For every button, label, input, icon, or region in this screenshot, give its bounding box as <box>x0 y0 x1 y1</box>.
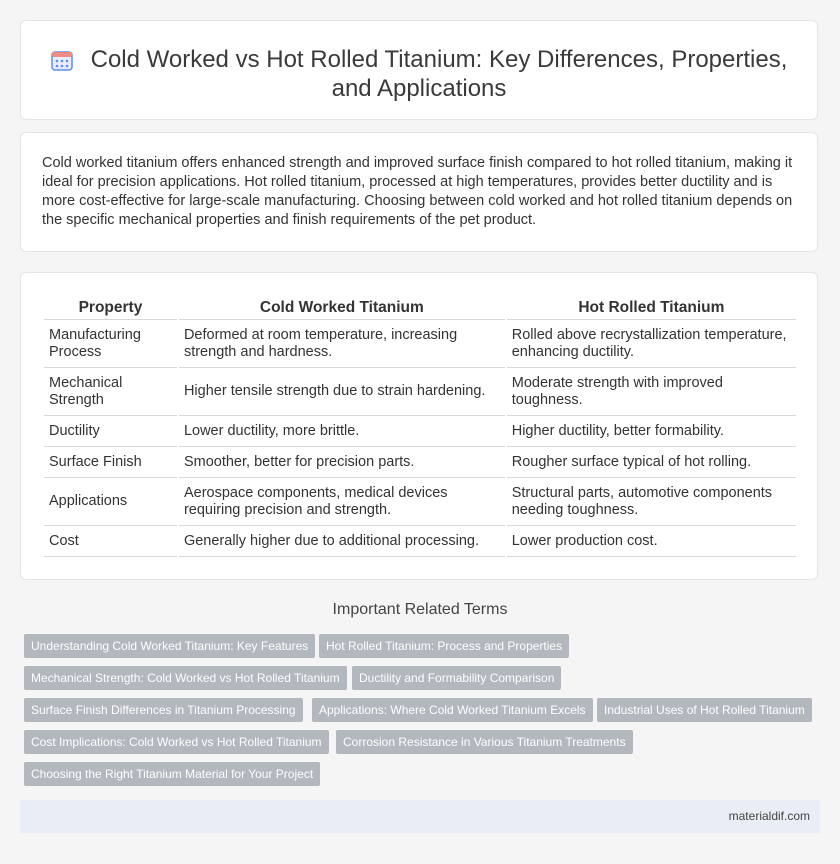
intro-paragraph: Cold worked titanium offers enhanced strength and improved surface finish compared to hot rolled titanium, making it ideal for precision applications. Hot rolled titanium, processed at high temperatures, provides better ductility and is more cost-effective for large-scale manufacturing. Choosing between cold worked and hot rolled titanium depends on the specific mechanical properties and finish requirements of the pet product. <box>42 155 793 228</box>
site-name[interactable]: materialdif.com <box>728 809 810 823</box>
hot-rolled-cell: Rougher surface typical of hot rolling. <box>507 447 796 478</box>
page-title <box>21 45 817 103</box>
hot-rolled-cell: Moderate strength with improved toughness. <box>507 368 796 416</box>
related-term-link[interactable]: Hot Rolled Titanium: Process and Properties <box>319 634 569 658</box>
intro-card <box>20 132 818 252</box>
table-row <box>44 478 796 526</box>
hot-rolled-cell: Rolled above recrystallization temperature, enhancing ductility. <box>507 320 796 368</box>
related-term-link[interactable]: Corrosion Resistance in Various Titanium Treatments <box>336 730 633 754</box>
table-row <box>44 320 796 368</box>
header-hot-rolled: Hot Rolled Titanium <box>507 295 796 320</box>
title-line-1: Cold Worked vs Hot Rolled Titanium: Key Differences, Properties, <box>90 46 788 73</box>
table-header-row <box>44 295 796 320</box>
table-row <box>44 416 796 447</box>
property-cell: Surface Finish <box>44 447 177 478</box>
property-cell: Mechanical Strength <box>44 368 177 416</box>
related-term-link[interactable]: Industrial Uses of Hot Rolled Titanium <box>597 698 812 722</box>
related-term-link[interactable]: Understanding Cold Worked Titanium: Key Features <box>24 634 315 658</box>
cold-worked-cell: Generally higher due to additional processing. <box>179 526 505 557</box>
header-property: Property <box>44 295 177 320</box>
comparison-table-card <box>20 272 818 580</box>
related-term-link[interactable]: Mechanical Strength: Cold Worked vs Hot Rolled Titanium <box>24 666 347 690</box>
comparison-table <box>42 295 798 557</box>
table-row <box>44 368 796 416</box>
property-cell: Ductility <box>44 416 177 447</box>
title-card <box>20 20 818 120</box>
cold-worked-cell: Lower ductility, more brittle. <box>179 416 505 447</box>
related-term-link[interactable]: Ductility and Formability Comparison <box>352 666 561 690</box>
related-term-link[interactable]: Surface Finish Differences in Titanium Processing <box>24 698 303 722</box>
related-term-link[interactable]: Applications: Where Cold Worked Titanium Excels <box>312 698 593 722</box>
property-cell: Cost <box>44 526 177 557</box>
hot-rolled-cell: Higher ductility, better formability. <box>507 416 796 447</box>
hot-rolled-cell: Structural parts, automotive components needing toughness. <box>507 478 796 526</box>
property-cell: Manufacturing Process <box>44 320 177 368</box>
related-terms-heading: Important Related Terms <box>332 601 508 618</box>
footer <box>20 800 820 833</box>
related-term-link[interactable]: Cost Implications: Cold Worked vs Hot Rolled Titanium <box>24 730 329 754</box>
cold-worked-cell: Higher tensile strength due to strain hardening. <box>179 368 505 416</box>
title-line-2: and Applications <box>331 75 507 102</box>
table-row <box>44 447 796 478</box>
cold-worked-cell: Smoother, better for precision parts. <box>179 447 505 478</box>
property-cell: Applications <box>44 478 177 526</box>
calendar-icon <box>51 49 73 71</box>
cold-worked-cell: Aerospace components, medical devices requiring precision and strength. <box>179 478 505 526</box>
hot-rolled-cell: Lower production cost. <box>507 526 796 557</box>
header-cold-worked: Cold Worked Titanium <box>179 295 505 320</box>
table-row <box>44 526 796 557</box>
cold-worked-cell: Deformed at room temperature, increasing strength and hardness. <box>179 320 505 368</box>
related-term-link[interactable]: Choosing the Right Titanium Material for Your Project <box>24 762 320 786</box>
